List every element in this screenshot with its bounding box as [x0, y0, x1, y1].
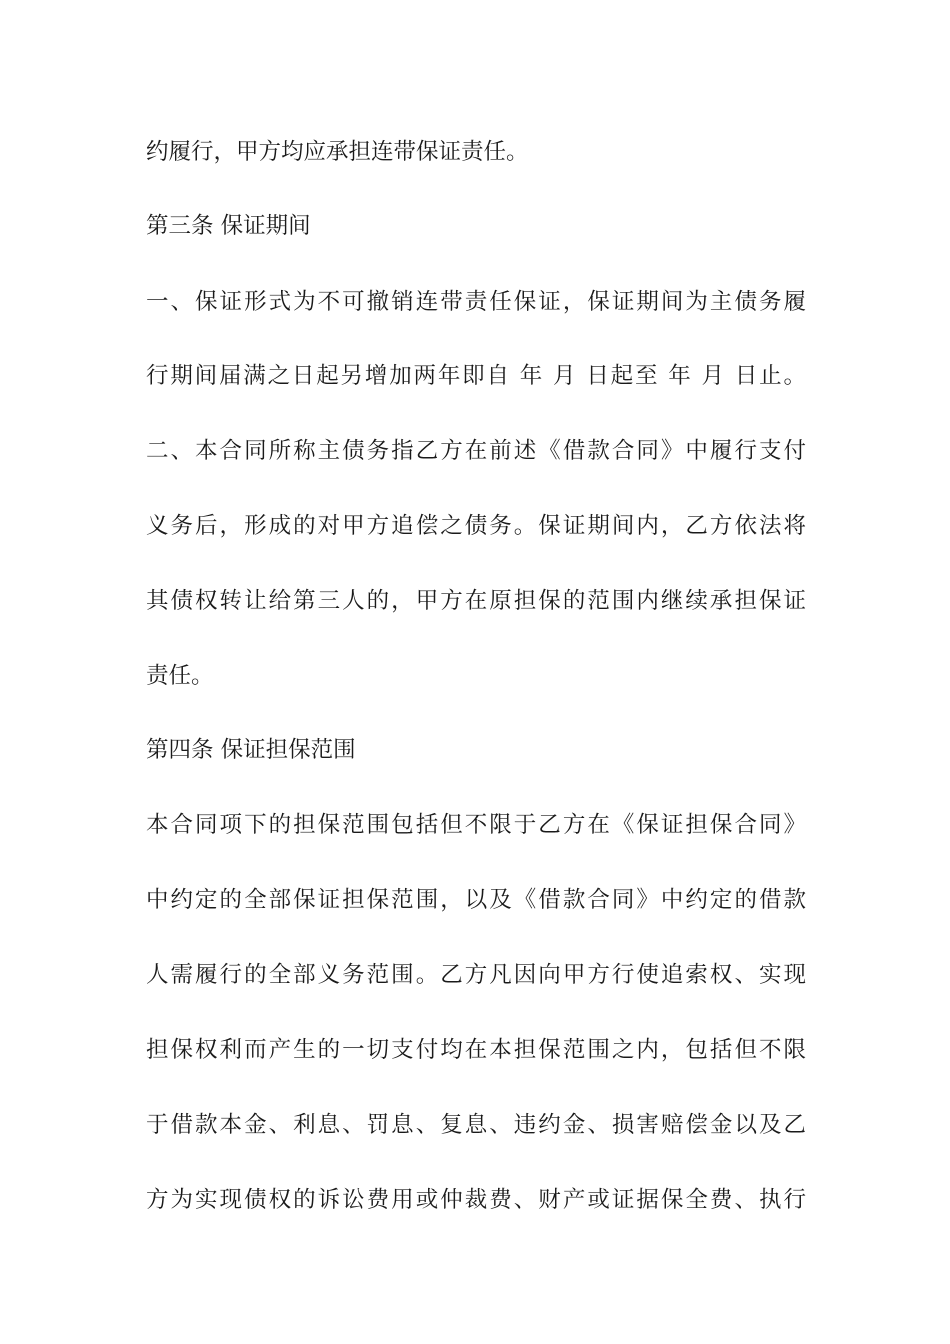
paragraph-line: 本合同项下的担保范围包括但不限于乙方在《保证担保合同》 — [146, 812, 806, 838]
paragraph-line: 人需履行的全部义务范围。乙方凡因向甲方行使追索权、实现 — [146, 962, 806, 988]
section-heading-article-4: 第四条 保证担保范围 — [146, 737, 356, 763]
paragraph-line: 义务后，形成的对甲方追偿之债务。保证期间内，乙方依法将 — [146, 513, 806, 539]
paragraph-line: 担保权利而产生的一切支付均在本担保范围之内，包括但不限 — [146, 1037, 806, 1063]
paragraph-line: 二、本合同所称主债务指乙方在前述《借款合同》中履行支付 — [146, 438, 806, 464]
paragraph-line: 行期间届满之日起另增加两年即自 年 月 日起至 年 月 日止。 — [146, 363, 806, 389]
paragraph-line: 方为实现债权的诉讼费用或仲裁费、财产或证据保全费、执行 — [146, 1187, 806, 1213]
paragraph-line: 其债权转让给第三人的，甲方在原担保的范围内继续承担保证 — [146, 588, 806, 614]
paragraph-line: 责任。 — [146, 663, 214, 689]
paragraph-line: 约履行，甲方均应承担连带保证责任。 — [146, 139, 529, 165]
paragraph-line: 中约定的全部保证担保范围，以及《借款合同》中约定的借款 — [146, 887, 806, 913]
section-heading-article-3: 第三条 保证期间 — [146, 213, 311, 239]
paragraph-line: 一、保证形式为不可撤销连带责任保证，保证期间为主债务履 — [146, 289, 806, 315]
paragraph-line: 于借款本金、利息、罚息、复息、违约金、损害赔偿金以及乙 — [146, 1112, 806, 1138]
